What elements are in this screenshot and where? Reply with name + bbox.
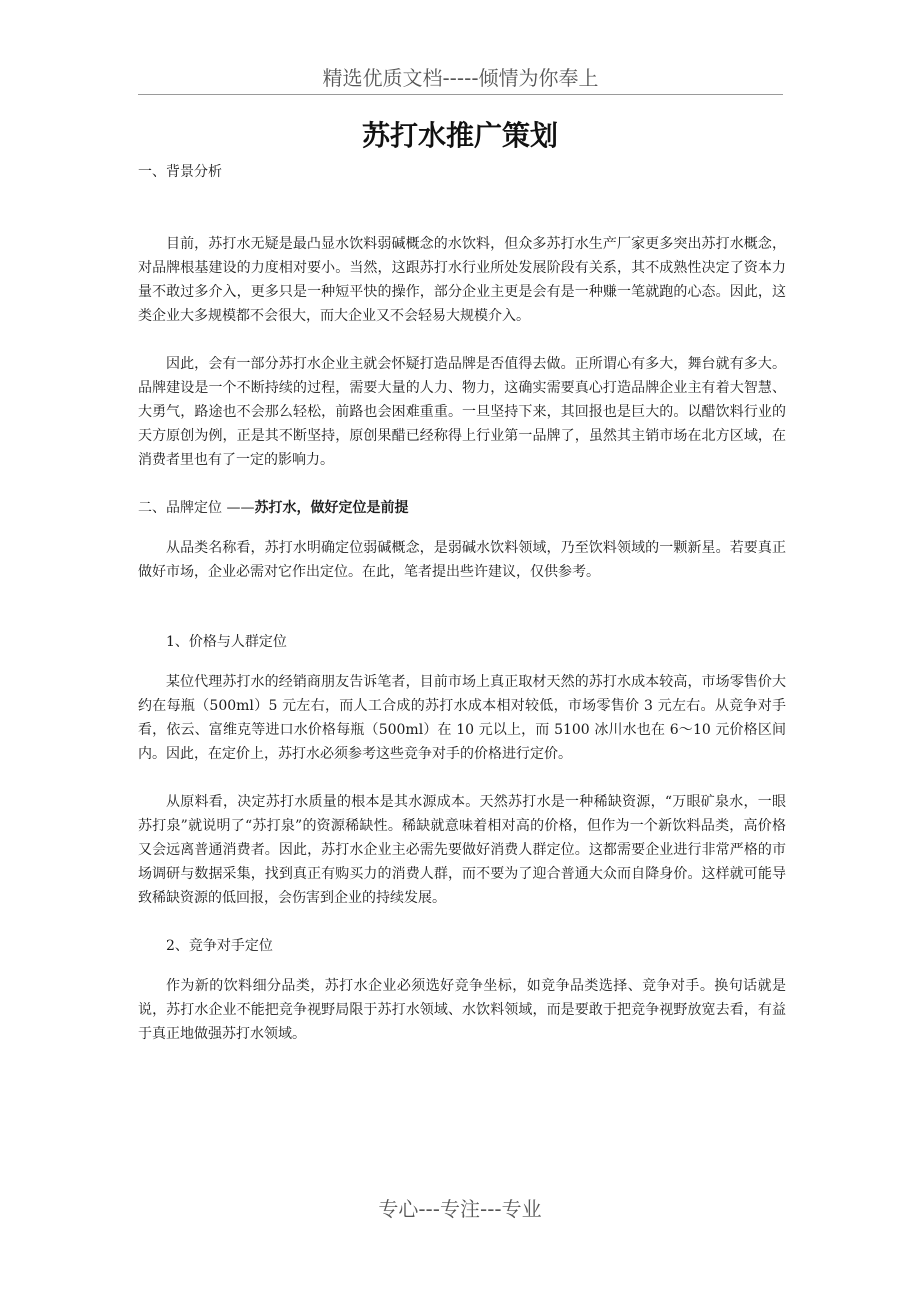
section-heading-background: 一、背景分析 (138, 164, 222, 180)
page-footer (0, 1194, 920, 1224)
subsection-heading-competitor: 2、竞争对手定位 (166, 938, 273, 954)
paragraph-competitor-1: 作为新的饮料细分品类，苏打水企业必须选好竞争坐标，如竞争品类选择、竞争对手。换句话就是说，苏打水企业不能把竞争视野局限于苏打水领域、水饮料领域，而是要敢于把竞争视野放宽去看，有益于真正地做强苏打水领域。 (138, 978, 786, 1042)
document-title: 苏打水推广策划 (361, 119, 558, 152)
section-heading-positioning-prefix: 二、品牌定位 —— (138, 500, 255, 516)
page-header (138, 62, 783, 95)
paragraph-background-2: 因此，会有一部分苏打水企业主就会怀疑打造品牌是否值得去做。正所谓心有多大，舞台就有多大。品牌建设是一个不断持续的过程，需要大量的人力、物力，这确实需要真心打造品牌企业主有着大智慧、大勇气，路途也不会那么轻松，前路也会困难重重。一旦坚持下来，其回报也是巨大的。以醋饮料行业的天方原创为例，正是其不断坚持，原创果醋已经称得上行业第一品牌了，虽然其主销市场在北方区域，在消费者里也有了一定的影响力。 (138, 356, 786, 468)
paragraph-positioning-1: 从品类名称看，苏打水明确定位弱碱概念，是弱碱水饮料领域，乃至饮料领域的一颗新星。若要真正做好市场，企业必需对它作出定位。在此，笔者提出些许建议，仅供参考。 (138, 540, 786, 580)
header-text: 精选优质文档-----倾情为你奉上 (322, 66, 599, 90)
section-heading-positioning-emphasis: 苏打水，做好定位是前提 (254, 500, 409, 516)
paragraph-price-2: 从原料看，决定苏打水质量的根本是其水源成本。天然苏打水是一种稀缺资源，“万眼矿泉水，一眼苏打泉”就说明了“苏打泉”的资源稀缺性。稀缺就意味着相对高的价格，但作为一个新饮料品类，高价格又会远离普通消费者。因此，苏打水企业主必需先要做好消费人群定位。这都需要企业进行非常严格的市场调研与数据采集，找到真正有购买力的消费人群，而不要为了迎合普通大众而自降身价。这样就可能导致稀缺资源的低回报，会伤害到企业的持续发展。 (138, 794, 786, 906)
subsection-heading-price: 1、价格与人群定位 (166, 634, 287, 650)
paragraph-price-1: 某位代理苏打水的经销商朋友告诉笔者，目前市场上真正取材天然的苏打水成本较高，市场零售价大约在每瓶（500ml）5 元左右，而人工合成的苏打水成本相对较低，市场零售价 3 元左右。从竞争对手看，依云、富维克等进口水价格每瓶（500ml）在 10 元以上，而 5100 冰川水也在 6～10 元价格区间内。因此，在定价上，苏打水必须参考这些竞争对手的价格进行定价。 (138, 674, 786, 762)
paragraph-background-1: 目前，苏打水无疑是最凸显水饮料弱碱概念的水饮料，但众多苏打水生产厂家更多突出苏打水概念，对品牌根基建设的力度相对要小。当然，这跟苏打水行业所处发展阶段有关系，其不成熟性决定了资本力量不敢过多介入，更多只是一种短平快的操作，部分企业主更是会有是一种赚一笔就跑的心态。因此，这类企业大多规模都不会很大，而大企业又不会轻易大规模介入。 (138, 236, 786, 324)
section-heading-positioning (138, 496, 786, 520)
document-body (138, 160, 786, 1046)
footer-text: 专心---专注---专业 (378, 1197, 542, 1221)
